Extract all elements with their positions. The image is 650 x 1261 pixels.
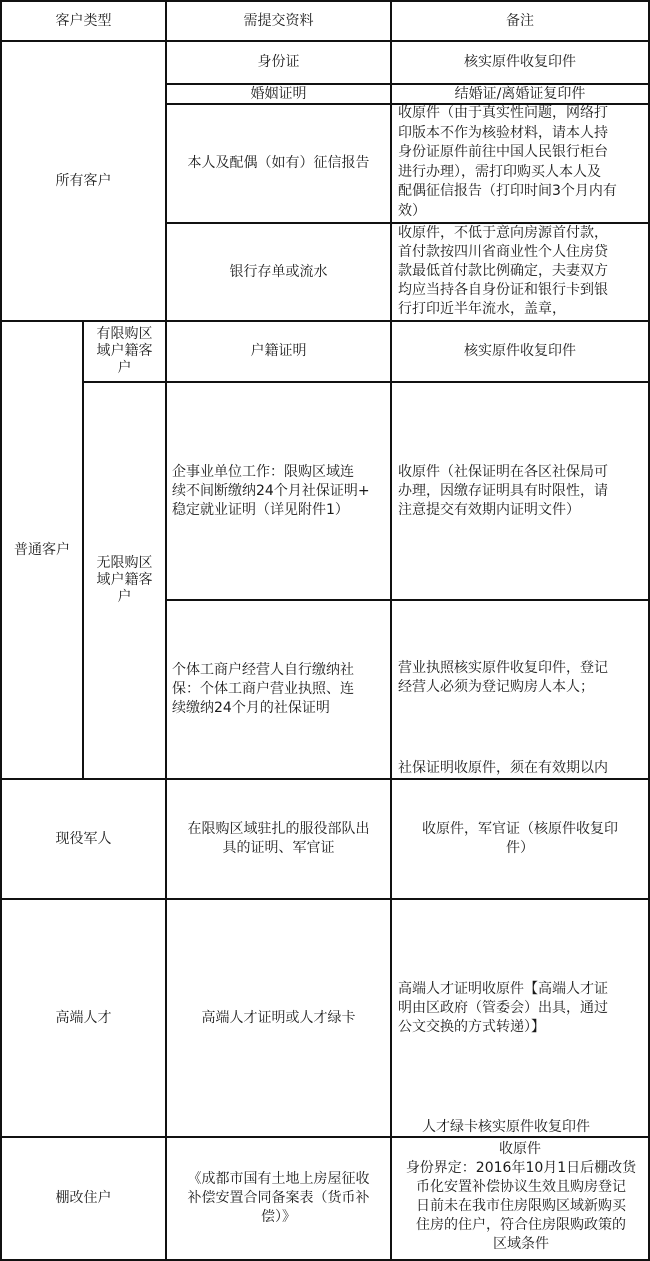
note-hukou-certificate: 核实原件收复印件 [464,343,576,359]
doc-enterprise-employee: 企事业单位工作：限购区域连 续不间断缴纳24个月社保证明+ 稳定就业证明（详见附件1） [172,463,370,518]
note-bank-statement: 收原件，不低于意向房源首付款， 首付款按四川省商业性个人住房贷 款最低首付款比例确定，夫妻双方 均应当持各自身份证和银行卡到银 行打印近半年流水，盖章， [398,225,608,317]
subtype-local-hukou: 有限购区 域户籍客 户 [96,326,153,376]
client-type-resettled: 棚改住户 [55,1190,112,1206]
header-documents: 需提交资料 [243,12,314,29]
client-type-all: 所有客户 [55,172,112,189]
doc-talent-certificate: 高端人才证明或人才绿卡 [201,1009,356,1026]
doc-hukou-certificate: 户籍证明 [250,343,307,359]
doc-bank-statement: 银行存单或流水 [229,263,328,280]
client-type-talent: 高端人才 [55,1009,112,1026]
doc-credit-report: 本人及配偶（如有）征信报告 [187,155,370,171]
header-notes: 备注 [506,12,534,29]
note-resettlement-cell [392,1138,648,1259]
note-talent-certificate: 高端人才证明收原件【高端人才证 明由区政府（管委会）出具，通过 公文交换的方式转递）】 [398,981,608,1035]
note-business-license: 营业执照核实原件收复印件，登记 经营人必须为登记购房人本人； [398,660,608,695]
doc-military-certificate: 在限购区域驻扎的服役部队出 具的证明、军官证 [187,821,370,856]
doc-resettlement-contract: 《成都市国有土地上房屋征收 补偿安置合同备案表（货币补 偿）》 [187,1171,370,1225]
note-resettlement-detail: 身份界定：2016年10月1日后棚改货 币化安置补偿协议生效且购房登记 日前未在我市住房限购区域新购买 住房的住户，符合住房限购政策的 区域条件 [405,1160,637,1252]
note-talent-green-card: 人才绿卡核实原件收复印件 [422,1119,590,1135]
doc-id-card: 身份证 [257,54,300,70]
header-client-type: 客户类型 [55,12,112,29]
client-type-ordinary: 普通客户 [14,541,70,558]
note-credit-report: 收原件（由于真实性问题，网络打 印版本不作为核验材料，请本人持 身份证原件前往中国人民银行柜台 进行办理），需打印购买人本人及 配偶征信报告（打印时间3个月内有 效） [398,105,617,219]
note-talent-cell [392,900,648,1136]
note-id-card: 核实原件收复印件 [464,54,576,70]
doc-self-employed: 个体工商户经营人自行缴纳社 保：个体工商户营业执照、连 续缴纳24个月的社保证明 [172,662,354,716]
doc-marriage-certificate: 婚姻证明 [250,86,307,102]
subtype-nonlocal-hukou: 无限购区 域户籍客 户 [96,555,153,605]
note-self-employed-cell [392,601,648,778]
note-social-security: 社保证明收原件，须在有效期以内 [398,760,608,776]
note-marriage-certificate: 结婚证/离婚证复印件 [454,86,586,102]
note-resettlement-title: 收原件 [499,1141,541,1157]
note-enterprise-employee: 收原件（社保证明在各区社保局可 办理，因缴存证明具有时限性，请 注意提交有效期内证明文件） [398,463,608,518]
note-military-certificate: 收原件，军官证（核原件收复印 件） [422,821,618,856]
client-type-military: 现役军人 [55,830,112,847]
